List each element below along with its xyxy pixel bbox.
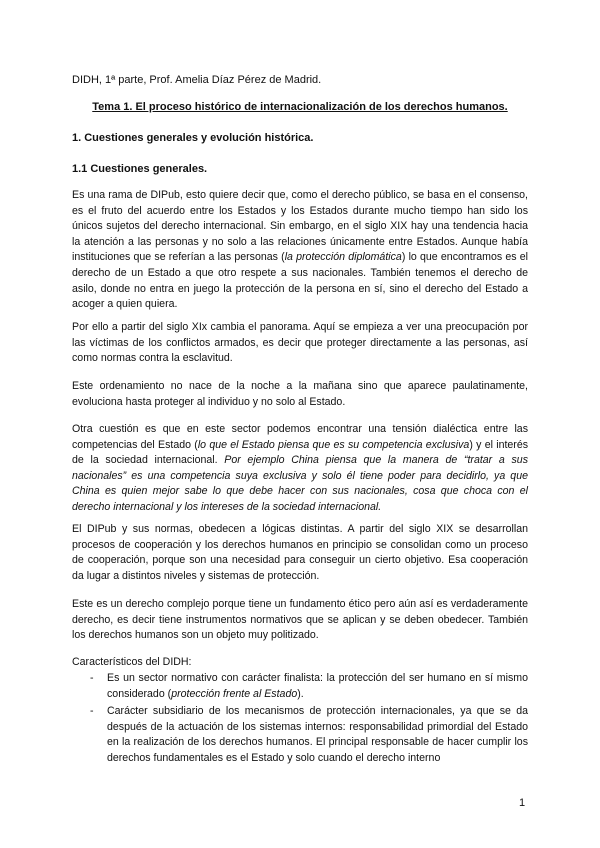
paragraph-1-text-a: Es una rama de DIPub, esto quiere decir que, como el derecho público, se basa en el consenso, es el fruto del acuerdo entre los Estados y los Estados durante mucho tiempo han sido los únicos sujetos del derecho internacional. Sin embargo, en el siglo XIX hay una tendencia hacia la atención a las personas y no solo a las relaciones únicamente entre Estados. Aunque había instituciones que se referían a las personas (	[72, 189, 528, 264]
paragraph-2: Por ello a partir del siglo XIx cambia el panorama. Aquí se empieza a ver una preocupación por las víctimas de los conflictos armados, es decir que proteger directamente a las personas, así como normas contra la esclavitud.	[72, 321, 528, 365]
paragraph-6: Este es un derecho complejo porque tiene un fundamento ético pero aún así es verdaderamente derecho, es decir tiene instrumentos normativos que se aplican y se deben obedecer. También los derechos humanos son un objeto muy politizado.	[72, 598, 528, 642]
paragraph-1	[72, 188, 528, 313]
paragraph-4-italic-d: Por ejemplo China piensa que la manera de “tratar a sus nacionales” es una competencia suya exclusiva y solo él tiene poder para decidirlo, ya que China es quien mejor sabe lo que debe hacer con sus nacionales, cosa que choca con el derecho internacional y los intereses de la sociedad internacional.	[72, 454, 528, 513]
paragraph-4-italic-b: lo que el Estado piensa que es su competencia exclusiva	[197, 438, 470, 451]
paragraph-4	[72, 422, 528, 516]
list-item	[72, 671, 528, 702]
section-heading-1-1: 1.1 Cuestiones generales.	[72, 163, 208, 175]
list-item-italic: protección frente al Estado	[171, 687, 298, 700]
paragraph-4-text-c: ) y el interés de la sociedad internacional.	[72, 438, 529, 467]
dash-marker: -	[90, 672, 94, 684]
paragraph-1-text-c: ) lo que encontramos es el derecho de un Estado a que otro respete a sus nacionales. También tenemos el derecho de asilo, donde no entra en juego la protección de la persona en sí, sino el derecho del Estado a acoger a quien quiera.	[72, 251, 529, 311]
list-item	[72, 704, 528, 766]
list-item-text-a: Es un sector normativo con carácter finalista: la protección del ser humano en sí mismo considerado (	[107, 672, 528, 700]
characteristics-list	[72, 671, 528, 769]
page-number: 1	[519, 797, 526, 809]
paragraph-5: El DIPub y sus normas, obedecen a lógicas distintas. A partir del siglo XIX se desarrollan procesos de cooperación y los derechos humanos en principio se consolidan como un proceso de cooperación, porque son una necesidad para conseguir un cierto objetivo. Esa cooperación da lugar a distintos niveles y sistemas de protección.	[72, 523, 528, 582]
paragraph-3: Este ordenamiento no nace de la noche a la mañana sino que aparece paulatinamente, evoluciona hasta proteger al individuo y no solo al Estado.	[72, 380, 528, 408]
document-header: DIDH, 1ª parte, Prof. Amelia Díaz Pérez de Madrid.	[72, 74, 322, 86]
list-item-text-a: Carácter subsidiario de los mecanismos de protección internacionales, ya que se da después de la actuación de los sistemas internos: responsabilidad primordial del Estado en la realización de los derechos humanos. El principal responsable de hacer cumplir los derechos fundamentales es el Estado y solo cuando el derecho interno	[107, 705, 528, 764]
paragraph-4-text-a: Otra cuestión es que en este sector podemos encontrar una tensión dialéctica entre las competencias del Estado (	[72, 423, 528, 451]
dash-marker: -	[90, 705, 94, 718]
paragraph-1-italic: la protección diplomática	[284, 251, 402, 264]
characteristics-label: Característicos del DIDH:	[72, 656, 192, 668]
list-item-text-c: ).	[297, 687, 304, 700]
section-heading-1: 1. Cuestiones generales y evolución histórica.	[72, 132, 314, 144]
document-title: Tema 1. El proceso histórico de internacionalización de los derechos humanos.	[92, 101, 508, 113]
